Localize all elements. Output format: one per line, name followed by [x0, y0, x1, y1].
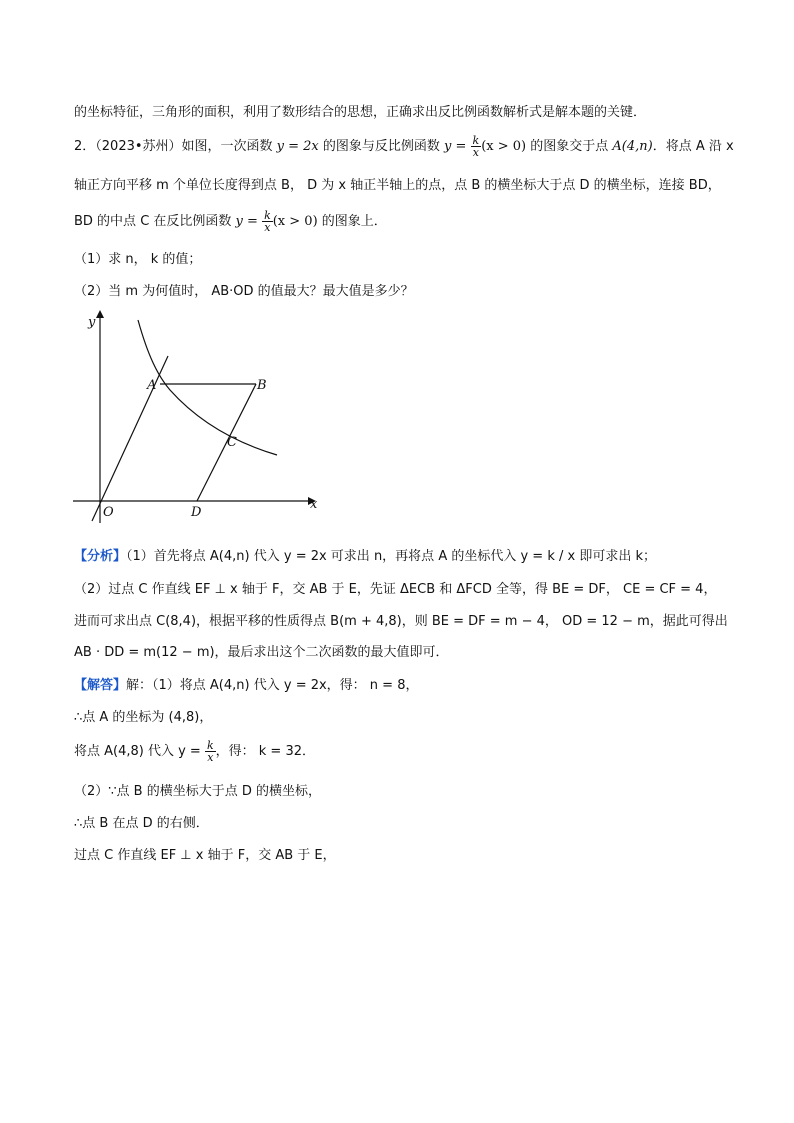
analysis-line-2: （2）过点 C 作直线 EF ⊥ x 轴于 F，交 AB 于 E，先证 ΔECB 和 ΔFCD 全等，得 BE = DF， CE = CF = 4，: [74, 582, 717, 597]
coordinate-figure: [70, 308, 330, 528]
solution-line-5: ∴点 B 在点 D 的右侧．: [74, 816, 209, 831]
point-o-label: O: [103, 505, 114, 520]
solution-line-1: 【解答】解：（1）将点 A(4,n) 代入 y = 2x，得： n = 8，: [74, 678, 419, 693]
solution-line-3: 将点 A(4,8) 代入 y = $\frac{k}{x}$ ，得： k = 32．: [74, 739, 316, 764]
y-axis-label: y: [88, 315, 96, 330]
solution-line-2: ∴点 A 的坐标为 (4,8)，: [74, 710, 213, 725]
fraction-k-over-x: $\frac{k}{x}$: [472, 134, 480, 159]
analysis-line-4: AB · DD = m(12 − m)，最后求出这个二次函数的最大值即可．: [74, 645, 449, 660]
fraction-k-over-x: $\frac{k}{x}$: [206, 739, 214, 764]
question-2: （2）当 m 为何值时， AB·OD 的值最大？最大值是多少？: [74, 284, 414, 299]
solution-line-4: （2）∵点 B 的横坐标大于点 D 的横坐标，: [74, 784, 322, 799]
intro-line: 的坐标特征，三角形的面积，利用了数形结合的思想，正确求出反比例函数解析式是解本题的关键．: [74, 105, 647, 120]
problem-line-3: BD 的中点 C 在反比例函数 y = $\frac{k}{x}$ (x > 0) 的图象上．: [74, 209, 387, 234]
x-axis-label: x: [310, 497, 318, 512]
point-b-label: B: [257, 378, 267, 393]
solution-tag: 【解答】: [74, 678, 127, 693]
problem-line-2: 轴正方向平移 m 个单位长度得到点 B， D 为 x 轴正半轴上的点，点 B 的横坐标大于点 D 的横坐标，连接 BD，: [74, 178, 721, 193]
solution-line-6: 过点 C 作直线 EF ⊥ x 轴于 F，交 AB 于 E，: [74, 848, 336, 863]
analysis-line-3: 进而可求出点 C(8,4)，根据平移的性质得点 B(m + 4,8)，则 BE = DF = m − 4， OD = 12 − m，据此可得出: [74, 614, 728, 629]
analysis-tag: 【分析】: [74, 549, 127, 564]
y-axis-arrow: [96, 310, 104, 318]
point-d-label: D: [191, 505, 202, 520]
fraction-k-over-x: $\frac{k}{x}$: [264, 209, 271, 234]
line-y-2x: [92, 356, 168, 521]
point-c-label: C: [227, 435, 237, 450]
analysis-line-1: 【分析】（1）首先将点 A(4,n) 代入 y = 2x 可求出 n，再将点 A 的坐标代入 y = k / x 即可求出 k；: [74, 549, 656, 564]
question-1: （1）求 n， k 的值；: [74, 252, 202, 267]
problem-line-1: 2．（2023•苏州）如图，一次函数 y = 2x 的图象与反比例函数 y = $\frac{k}{x}$ (x > 0) 的图象交于点 A(4,n)．将点 A 沿 x: [74, 134, 734, 159]
point-a-label: A: [147, 378, 157, 393]
